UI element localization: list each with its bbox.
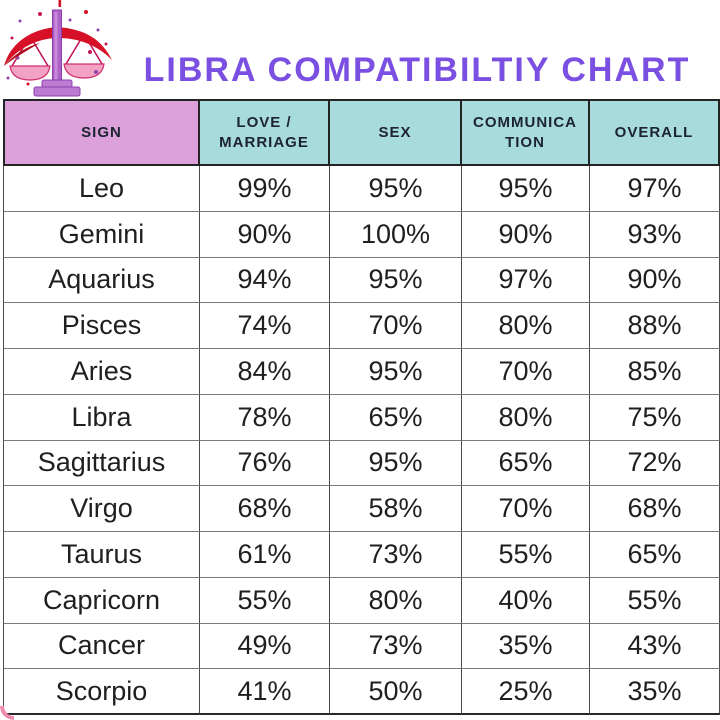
value-cell: 75% xyxy=(590,395,720,441)
sign-cell: Taurus xyxy=(3,532,200,578)
value-cell: 70% xyxy=(462,349,590,395)
sign-cell: Scorpio xyxy=(3,669,200,715)
value-cell: 40% xyxy=(462,578,590,624)
column-header-sex: SEX xyxy=(330,99,462,166)
value-cell: 73% xyxy=(330,624,462,670)
value-cell: 80% xyxy=(330,578,462,624)
value-cell: 61% xyxy=(200,532,330,578)
value-cell: 49% xyxy=(200,624,330,670)
value-cell: 78% xyxy=(200,395,330,441)
column-header-overall: OVERALL xyxy=(590,99,720,166)
decorative-corner xyxy=(0,706,14,720)
libra-scales-icon xyxy=(0,0,120,98)
value-cell: 95% xyxy=(330,258,462,304)
value-cell: 43% xyxy=(590,624,720,670)
value-cell: 41% xyxy=(200,669,330,715)
value-cell: 65% xyxy=(330,395,462,441)
value-cell: 70% xyxy=(462,486,590,532)
sign-cell: Gemini xyxy=(3,212,200,258)
sign-cell: Sagittarius xyxy=(3,441,200,487)
value-cell: 74% xyxy=(200,303,330,349)
value-cell: 93% xyxy=(590,212,720,258)
value-cell: 90% xyxy=(590,258,720,304)
compatibility-table xyxy=(3,99,720,715)
value-cell: 94% xyxy=(200,258,330,304)
sign-cell: Pisces xyxy=(3,303,200,349)
value-cell: 95% xyxy=(462,166,590,212)
value-cell: 100% xyxy=(330,212,462,258)
sign-cell: Cancer xyxy=(3,624,200,670)
value-cell: 88% xyxy=(590,303,720,349)
value-cell: 80% xyxy=(462,303,590,349)
value-cell: 50% xyxy=(330,669,462,715)
value-cell: 35% xyxy=(462,624,590,670)
value-cell: 58% xyxy=(330,486,462,532)
value-cell: 97% xyxy=(590,166,720,212)
value-cell: 55% xyxy=(200,578,330,624)
value-cell: 70% xyxy=(330,303,462,349)
value-cell: 35% xyxy=(590,669,720,715)
value-cell: 95% xyxy=(330,441,462,487)
value-cell: 55% xyxy=(462,532,590,578)
column-header-communication: COMMUNICATION xyxy=(462,99,590,166)
masthead xyxy=(0,0,720,99)
sign-cell: Aquarius xyxy=(3,258,200,304)
value-cell: 65% xyxy=(462,441,590,487)
sign-cell: Virgo xyxy=(3,486,200,532)
value-cell: 72% xyxy=(590,441,720,487)
value-cell: 80% xyxy=(462,395,590,441)
value-cell: 84% xyxy=(200,349,330,395)
column-header-sign: SIGN xyxy=(3,99,200,166)
value-cell: 90% xyxy=(200,212,330,258)
value-cell: 73% xyxy=(330,532,462,578)
value-cell: 55% xyxy=(590,578,720,624)
value-cell: 95% xyxy=(330,166,462,212)
value-cell: 68% xyxy=(590,486,720,532)
value-cell: 85% xyxy=(590,349,720,395)
sign-cell: Leo xyxy=(3,166,200,212)
value-cell: 99% xyxy=(200,166,330,212)
value-cell: 95% xyxy=(330,349,462,395)
sign-cell: Libra xyxy=(3,395,200,441)
value-cell: 76% xyxy=(200,441,330,487)
column-header-love-marriage: LOVE / MARRIAGE xyxy=(200,99,330,166)
value-cell: 90% xyxy=(462,212,590,258)
value-cell: 65% xyxy=(590,532,720,578)
value-cell: 25% xyxy=(462,669,590,715)
sign-cell: Capricorn xyxy=(3,578,200,624)
value-cell: 68% xyxy=(200,486,330,532)
sign-cell: Aries xyxy=(3,349,200,395)
page-title: LIBRA COMPATIBILTIY CHART xyxy=(143,51,691,89)
value-cell: 97% xyxy=(462,258,590,304)
